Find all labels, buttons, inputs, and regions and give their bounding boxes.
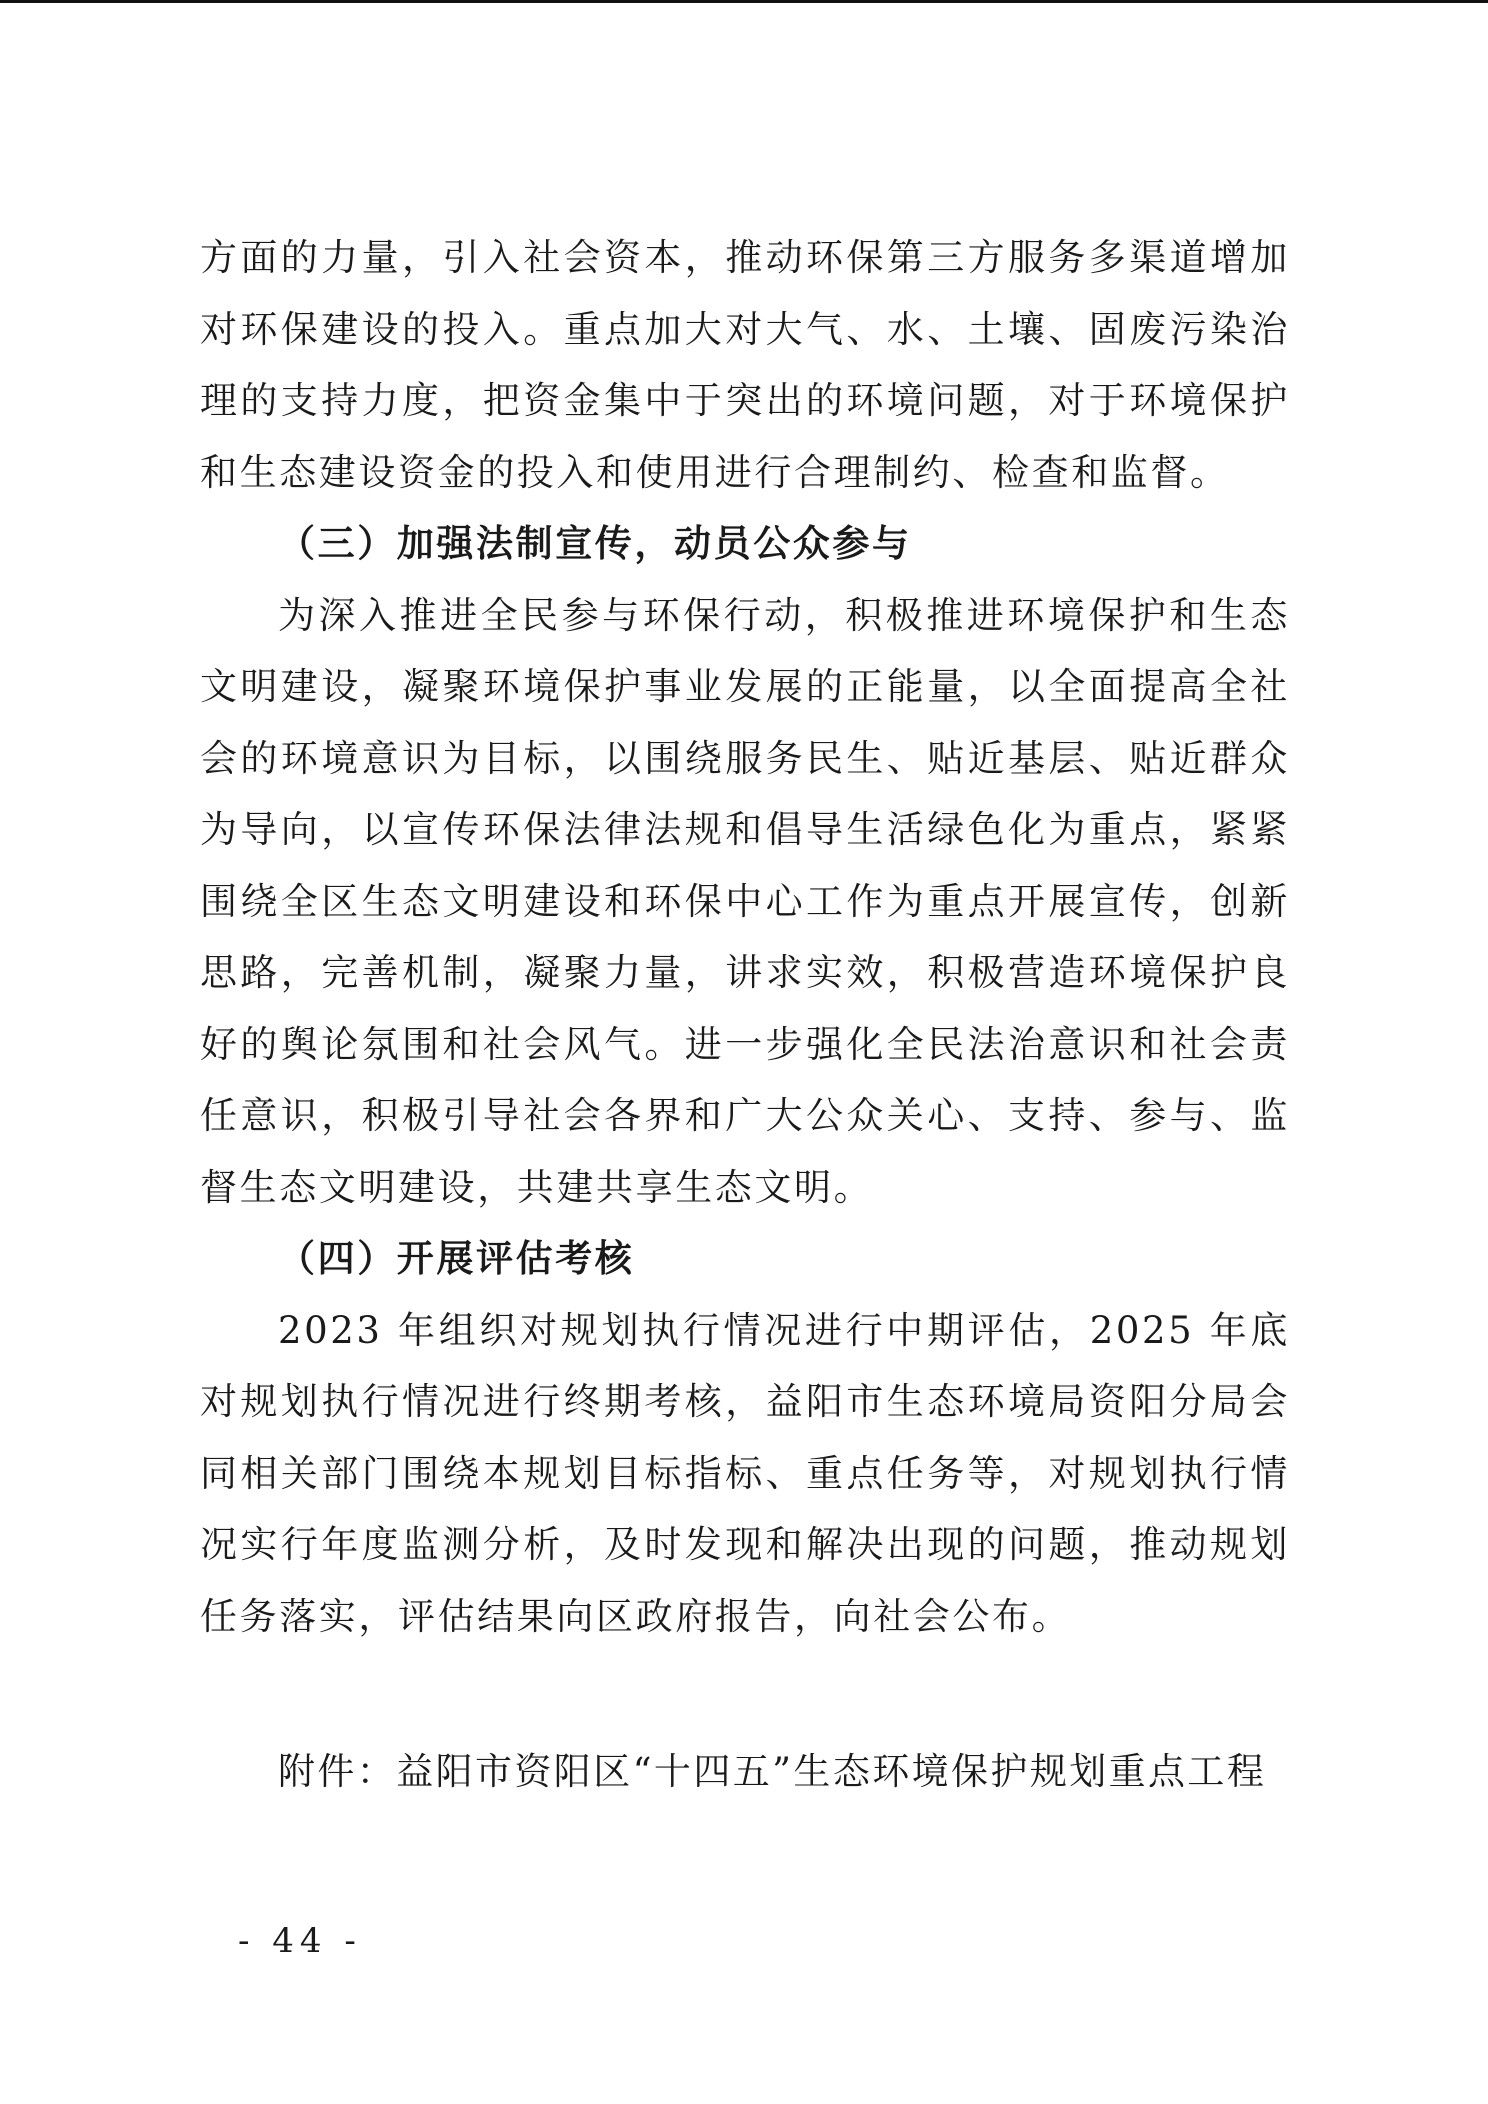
- annex-reference: 附件：益阳市资阳区“十四五”生态环境保护规划重点工程: [278, 1750, 1267, 1793]
- section-heading-4: （四）开展评估考核: [278, 1236, 635, 1280]
- page-number: - 44 -: [238, 1921, 362, 1961]
- paragraph-publicity: 为深入推进全民参与环保行动，积极推进环境保护和生态文明建设，凝聚环境保护事业发展的正能量，以全面提高全社会的环境意识为目标，以围绕服务民生、贴近基层、贴近群众为导向，以宣传环保法律法规和倡导生活绿色化为重点，紧紧围绕全区生态文明建设和环保中心工作为重点开展宣传，创新思路，完善机制，凝聚力量，讲求实效，积极营造环境保护良好的舆论氛围和社会风气。进一步强化全民法治意识和社会责任意识，积极引导社会各界和广大公众关心、支持、参与、监督生态文明建设，共建共享生态文明。: [200, 593, 1290, 1209]
- paragraph-evaluation: 2023 年组织对规划执行情况进行中期评估，2025 年底对规划执行情况进行终期考核，益阳市生态环境局资阳分局会同相关部门围绕本规划目标指标、重点任务等，对规划执行情况实行年度监测分析，及时发现和解决出现的问题，推动规划任务落实，评估结果向区政府报告，向社会公布。: [200, 1308, 1290, 1638]
- paragraph-funding: 方面的力量，引入社会资本，推动环保第三方服务多渠道增加对环保建设的投入。重点加大对大气、水、土壤、固废污染治理的支持力度，把资金集中于突出的环境问题，对于环境保护和生态建设资金的投入和使用进行合理制约、检查和监督。: [200, 236, 1290, 494]
- top-border-line: [0, 0, 1488, 3]
- document-body: [200, 222, 1290, 1652]
- section-heading-3: （三）加强法制宣传，动员公众参与: [278, 521, 912, 565]
